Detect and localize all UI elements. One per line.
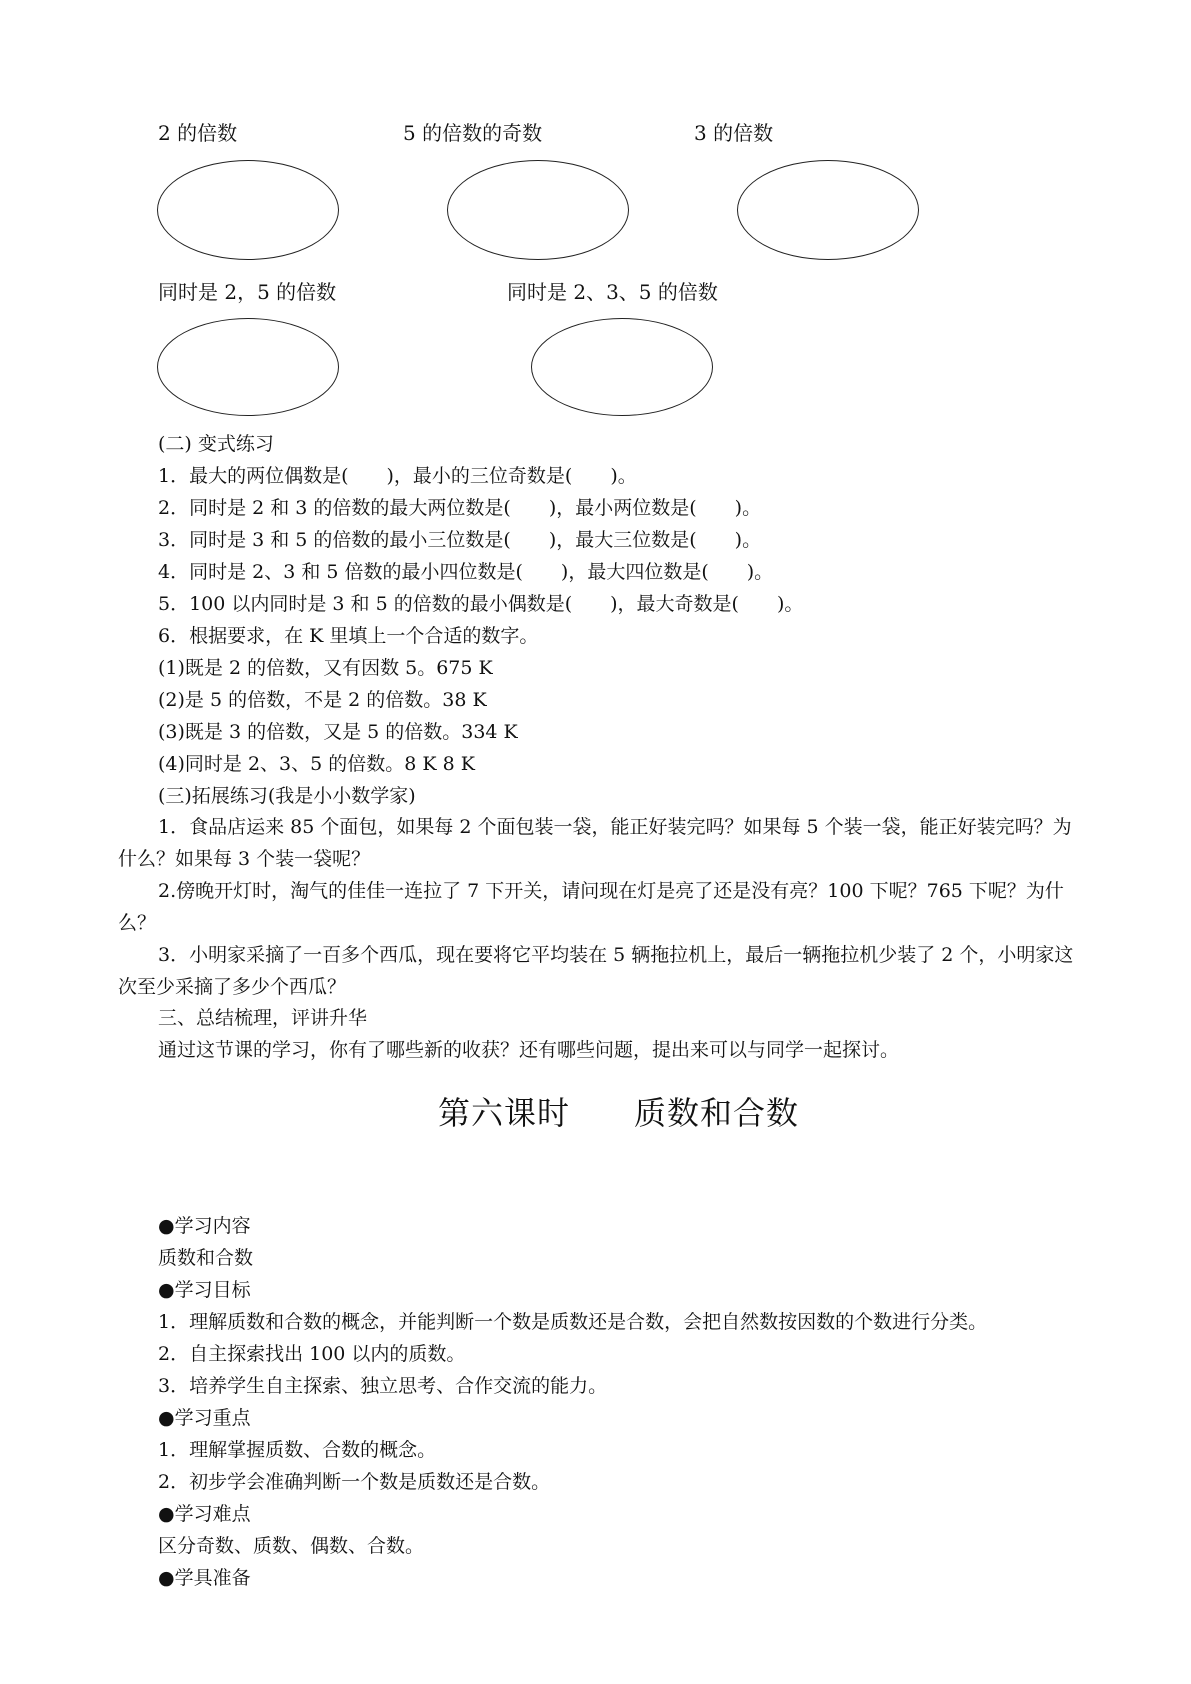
learning-goal: 2．自主探索找出 100 以内的质数。: [158, 1343, 466, 1365]
exercise-subitem: (2)是 5 的倍数，不是 2 的倍数。38 K: [158, 689, 487, 711]
learning-goals-heading: ●学习目标: [158, 1279, 251, 1301]
exercise-subitem: (3)既是 3 的倍数，又是 5 的倍数。334 K: [158, 721, 518, 743]
difficulty-text: 区分奇数、质数、偶数、合数。: [158, 1535, 425, 1557]
lesson-title-topic: 质数和合数: [634, 1094, 800, 1132]
exercise-line: 5．100 以内同时是 3 和 5 的倍数的最小偶数是( )，最大奇数是( )。: [158, 593, 804, 615]
exercise-line: 1．最大的两位偶数是( )，最小的三位奇数是( )。: [158, 465, 637, 487]
exercise-line: 2．同时是 2 和 3 的倍数的最大两位数是( )，最小两位数是( )。: [158, 497, 762, 519]
ellipse-label-multiples-of-2-and-5: 同时是 2，5 的倍数: [158, 280, 337, 304]
section-heading-extension-practice: (三)拓展练习(我是小小数学家): [158, 785, 416, 807]
exercise-line: 4．同时是 2、3 和 5 倍数的最小四位数是( )，最大四位数是( )。: [158, 561, 774, 583]
section-heading-summary: 三、总结梳理，评讲升华: [158, 1007, 368, 1029]
exercise-line: 6．根据要求，在 K 里填上一个合适的数字。: [158, 625, 539, 647]
extension-question-1: 1．食品店运来 85 个面包，如果每 2 个面包装一袋，能正好装完吗？如果每 5 个装一袋，能正好装完吗？为什么？如果每 3 个装一袋呢？: [118, 816, 1072, 870]
learning-goal: 3．培养学生自主探索、独立思考、合作交流的能力。: [158, 1375, 608, 1397]
learning-content-text: 质数和合数: [158, 1247, 254, 1269]
extension-question-2: 2.傍晚开灯时，淘气的佳佳一连拉了 7 下开关，请问现在灯是亮了还是没有亮？100 下呢？765 下呢？为什么？: [118, 880, 1064, 934]
extension-question-3: 3．小明家采摘了一百多个西瓜，现在要将它平均装在 5 辆拖拉机上，最后一辆拖拉机少装了 2 个，小明家这次至少采摘了多少个西瓜？: [118, 944, 1074, 998]
exercise-subitem: (1)既是 2 的倍数，又有因数 5。675 K: [158, 657, 493, 679]
learning-goal: 1．理解质数和合数的概念，并能判断一个数是质数还是合数，会把自然数按因数的个数进行分类。: [158, 1311, 988, 1333]
summary-text: 通过这节课的学习，你有了哪些新的收获？还有哪些问题，提出来可以与同学一起探讨。: [158, 1039, 900, 1061]
answer-ellipse-4: [157, 318, 339, 416]
key-point: 2．初步学会准确判断一个数是质数还是合数。: [158, 1471, 551, 1493]
ellipse-label-multiples-of-2-3-5: 同时是 2、3、5 的倍数: [507, 280, 718, 304]
section-heading-variant-practice: (二) 变式练习: [158, 433, 274, 455]
answer-ellipse-5: [531, 318, 713, 416]
exercise-subitem: (4)同时是 2、3、5 的倍数。8 K 8 K: [158, 753, 475, 775]
exercise-line: 3．同时是 3 和 5 的倍数的最小三位数是( )，最大三位数是( )。: [158, 529, 762, 551]
ellipse-label-odd-multiples-of-5: 5 的倍数的奇数: [403, 121, 543, 145]
answer-ellipse-3: [737, 160, 919, 260]
ellipse-label-multiples-of-3: 3 的倍数: [694, 121, 774, 145]
answer-ellipse-1: [157, 160, 339, 260]
learning-content-heading: ●学习内容: [158, 1215, 251, 1237]
tools-heading: ●学具准备: [158, 1567, 251, 1589]
ellipse-label-multiples-of-2: 2 的倍数: [158, 121, 238, 145]
key-points-heading: ●学习重点: [158, 1407, 251, 1429]
answer-ellipse-2: [447, 160, 629, 260]
lesson-title: [438, 1088, 799, 1134]
key-point: 1．理解掌握质数、合数的概念。: [158, 1439, 437, 1461]
difficulty-heading: ●学习难点: [158, 1503, 251, 1525]
lesson-title-number: 第六课时: [438, 1094, 571, 1132]
